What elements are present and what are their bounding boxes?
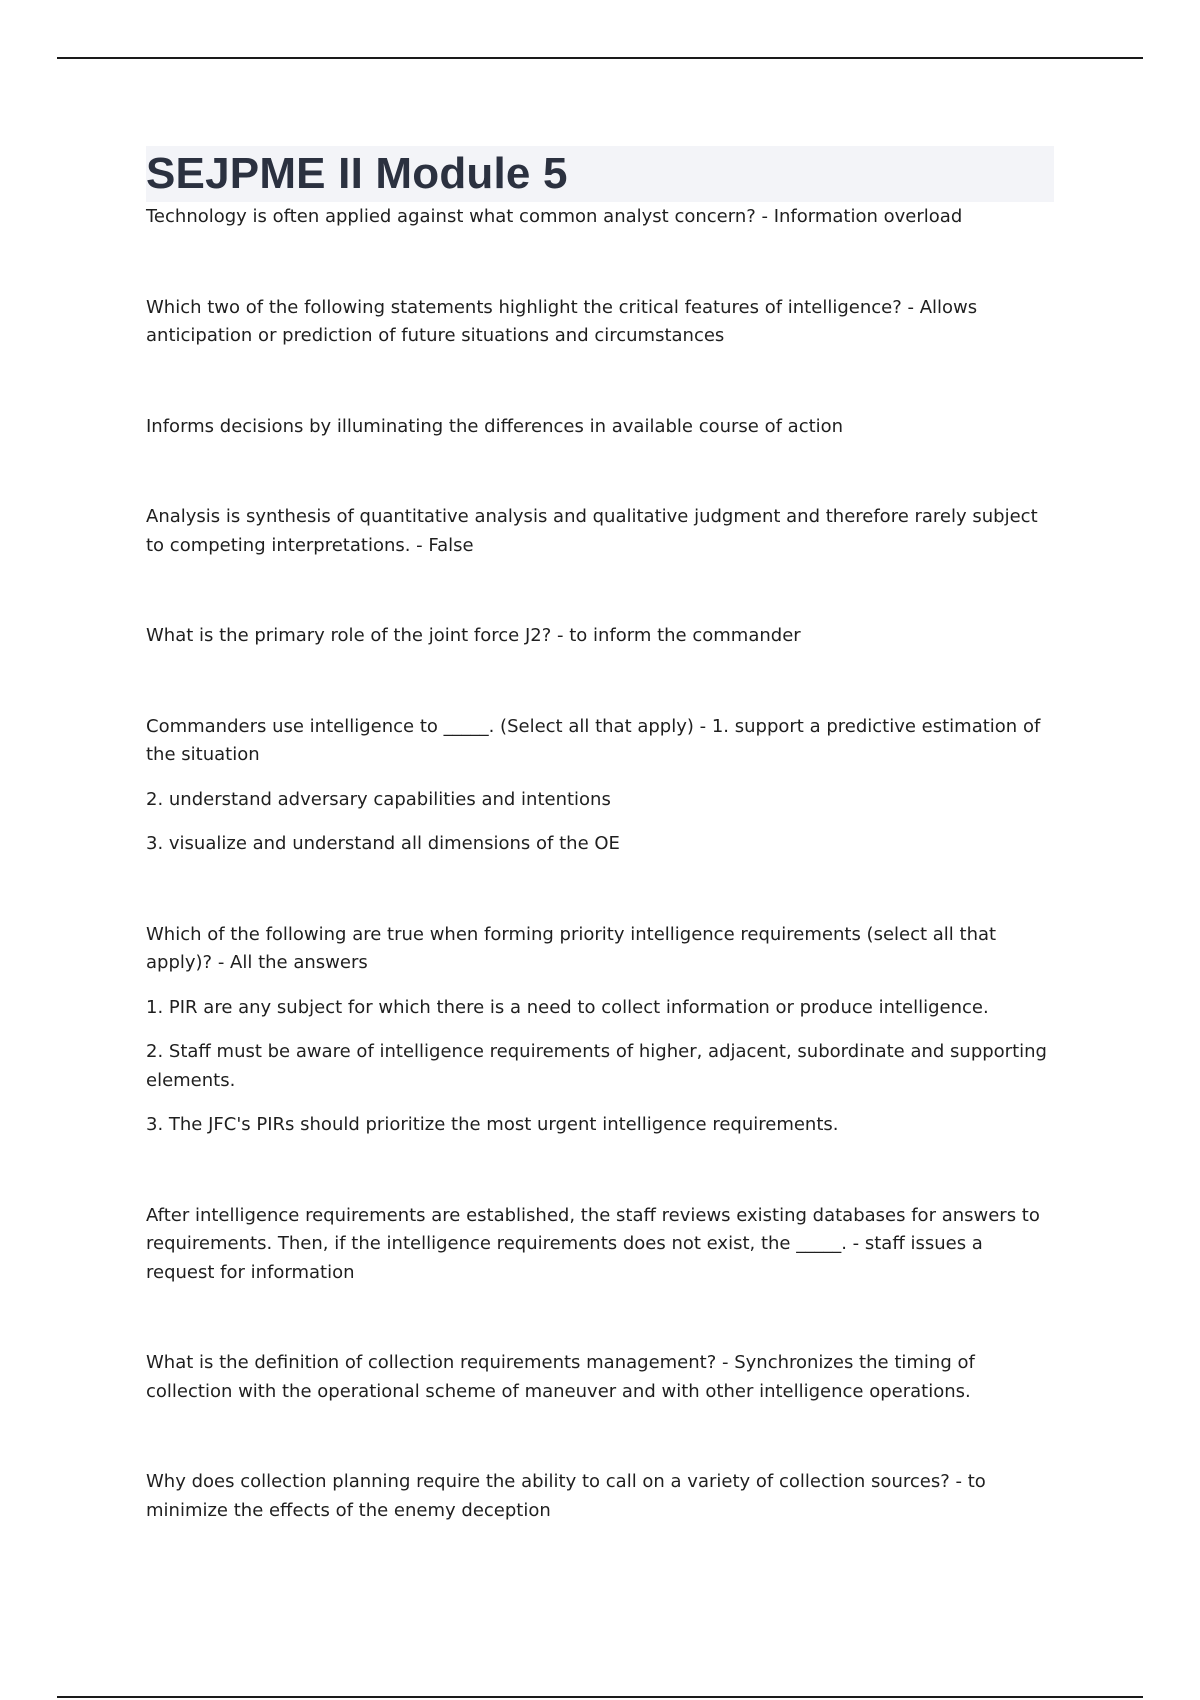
qa-text: What is the definition of collection requirements management? - Synchronizes the timing of collection with the operational scheme of maneuver and with other intelligence operations. [146,1352,975,1402]
qa-list [146,203,1054,1525]
qa-item [146,503,1054,560]
qa-text: Why does collection planning require the ability to call on a variety of collection sources? - to minimize the effects of the enemy deception [146,1471,986,1521]
bottom-rule [57,1696,1143,1698]
qa-text: After intelligence requirements are established, the staff reviews existing databases for answers to requirements. Then, if the intelligence requirements does not exist, the _____. - staff issues a request for information [146,1204,1040,1283]
qa-item [146,1349,1054,1406]
qa-text: Analysis is synthesis of quantitative analysis and qualitative judgment and therefore rarely subject to competing interpretations. - False [146,506,1038,556]
qa-answer-line: 2. Staff must be aware of intelligence requirements of higher, adjacent, subordinate and supporting elements. [146,1041,1047,1091]
qa-text: What is the primary role of the joint force J2? - to inform the commander [146,625,801,646]
qa-text: Commanders use intelligence to _____. (Select all that apply) - 1. support a predictive estimation of the situation [146,715,1041,765]
qa-item [146,921,1054,1140]
qa-text: Which of the following are true when forming priority intelligence requirements (select all that apply)? - All the answers [146,923,997,973]
qa-text: Informs decisions by illuminating the differences in available course of action [146,415,844,437]
qa-item [146,413,1054,442]
qa-answer-line: 3. visualize and understand all dimensions of the OE [146,833,620,854]
qa-answer-line: 1. PIR are any subject for which there is a need to collect information or produce intelligence. [146,996,989,1018]
document-body [146,146,1054,1525]
qa-text: Technology is often applied against what common analyst concern? - Information overload [146,206,963,227]
qa-answer-line: 3. The JFC's PIRs should prioritize the most urgent intelligence requirements. [146,1114,839,1135]
qa-item [146,713,1054,859]
page-title: SEJPME II Module 5 [146,149,568,198]
qa-item [146,1202,1054,1288]
qa-item [146,294,1054,351]
qa-text: Which two of the following statements highlight the critical features of intelligence? - Allows anticipation or prediction of future situations and circumstances [146,296,978,346]
qa-item [146,622,1054,651]
qa-item [146,203,1054,232]
qa-item [146,1468,1054,1525]
title-band [146,146,1054,202]
top-rule [57,57,1143,59]
qa-answer-line: 2. understand adversary capabilities and intentions [146,788,611,810]
